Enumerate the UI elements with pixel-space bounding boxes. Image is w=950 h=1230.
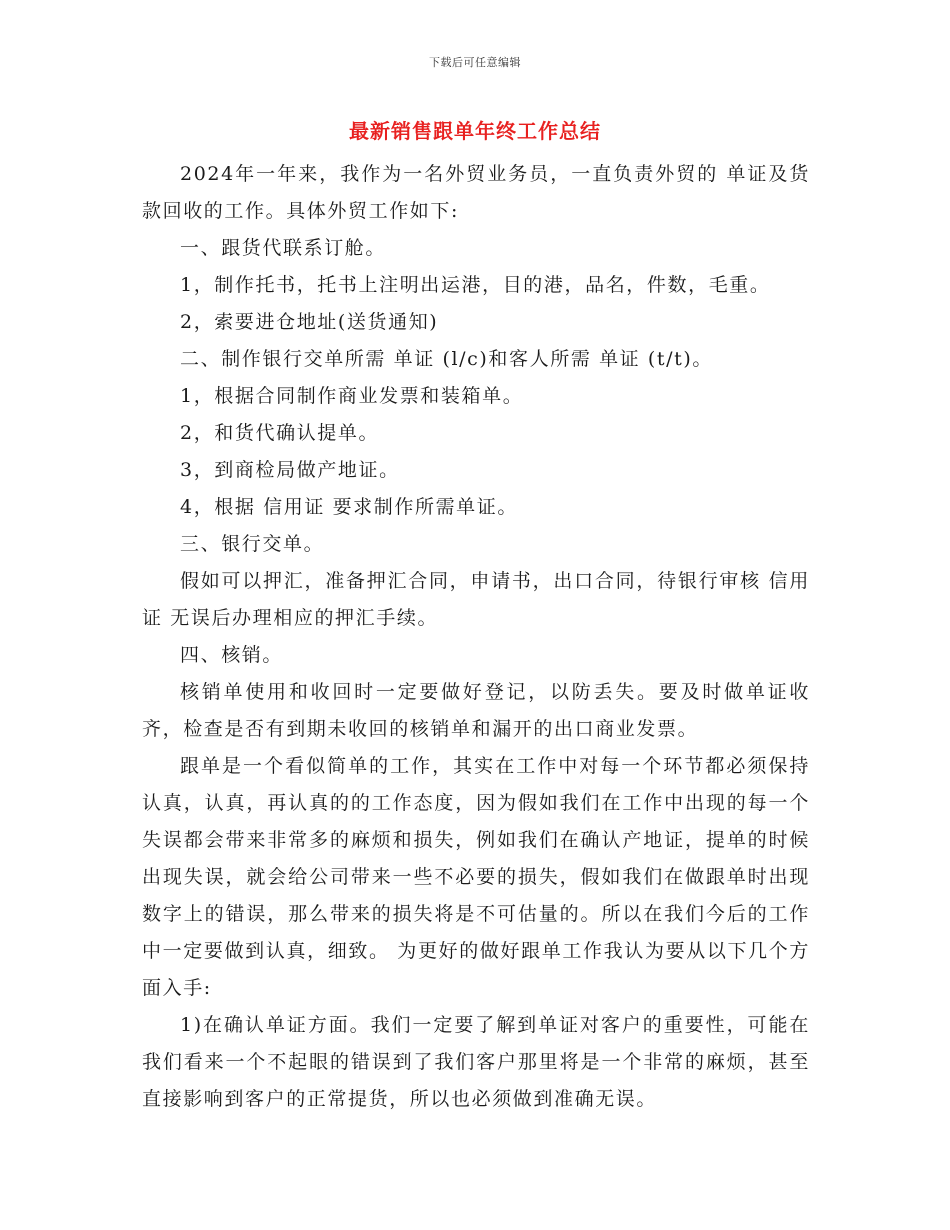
document-title: 最新销售跟单年终工作总结 [349, 119, 601, 143]
paragraph: 1)在确认单证方面。我们一定要了解到单证对客户的重要性，可能在我们看来一个不起眼的错误到了我们客户那里将是一个非常的麻烦，甚至直接影响到客户的正常提货，所以也必须做到准确无误。 [142, 1014, 810, 1110]
section-heading: 一、跟货代联系订舱。 [180, 237, 387, 259]
section-heading: 二、制作银行交单所需 单证 (l/c)和客人所需 单证 (t/t)。 [180, 348, 714, 370]
section-heading: 四、核销。 [180, 644, 284, 666]
document-body [142, 156, 810, 1118]
list-item: 1，根据合同制作商业发票和装箱单。 [180, 385, 524, 407]
paragraph: 假如可以押汇，准备押汇合同，申请书，出口合同，待银行审核 信用证 无误后办理相应的押汇手续。 [142, 570, 810, 629]
list-item: 4，根据 信用证 要求制作所需单证。 [180, 496, 518, 518]
paragraph: 核销单使用和收回时一定要做好登记，以防丢失。要及时做单证收齐，检查是否有到期未收回的核销单和漏开的出口商业发票。 [142, 681, 810, 740]
list-item: 2，索要进仓地址(送货通知) [180, 311, 439, 333]
paragraph: 2024年一年来，我作为一名外贸业务员，一直负责外贸的 单证及货款回收的工作。具体外贸工作如下: [142, 163, 810, 222]
section-heading: 三、银行交单。 [180, 533, 325, 555]
header-note: 下载后可任意编辑 [429, 56, 521, 69]
list-item: 1，制作托书，托书上注明出运港，目的港，品名，件数，毛重。 [180, 274, 771, 296]
list-item: 2，和货代确认提单。 [180, 422, 380, 444]
list-item: 3，到商检局做产地证。 [180, 459, 400, 481]
paragraph: 跟单是一个看似简单的工作，其实在工作中对每一个环节都必须保持认真，认真，再认真的的工作态度，因为假如我们在工作中出现的每一个失误都会带来非常多的麻烦和损失，例如我们在确认产地证，提单的时候出现失误，就会给公司带来一些不必要的损失，假如我们在做跟单时出现数字上的错误，那么带来的损失将是不可估量的。所以在我们今后的工作中一定要做到认真，细致。 为更好的做好跟单工作我认为要从以下几个方面入手: [142, 755, 810, 999]
